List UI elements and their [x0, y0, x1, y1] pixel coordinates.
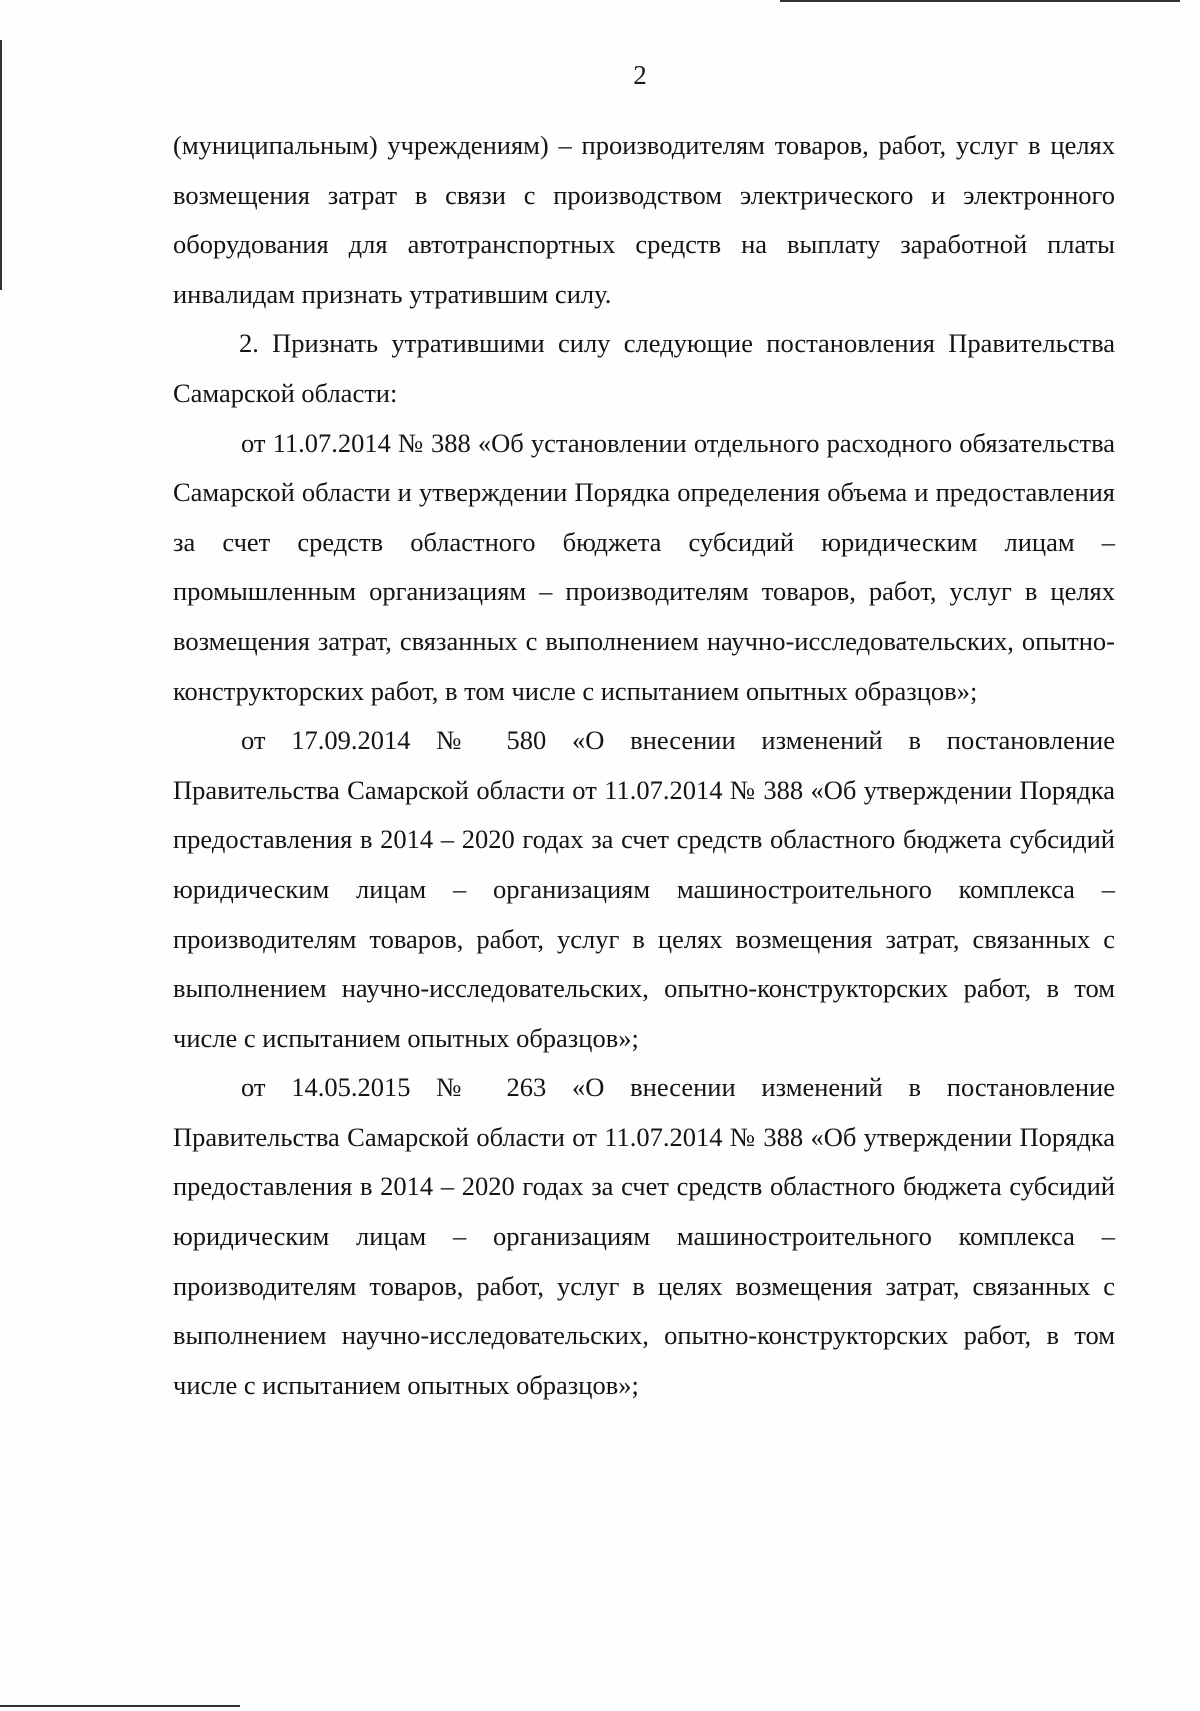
document-body	[173, 121, 1115, 1410]
page-number: 2	[633, 60, 647, 90]
scan-edge-top	[780, 0, 1180, 2]
paragraph-resolution-388: от 11.07.2014 № 388 «Об установлении отдельного расходного обязательства Самарской области и утверждении Порядка определения объема и предоставления за счет средств областного бюджета субсидий юридическим лицам – промышленным организациям – производителям товаров, работ, услуг в целях возмещения затрат, связанных с выполнением научно-исследовательских, опытно-конструкторских работ, в том числе с испытанием опытных образцов»;	[173, 427, 1115, 706]
paragraph-continuation: (муниципальным) учреждениям) – производителям товаров, работ, услуг в целях возмещения затрат в связи с производством электрического и электронного оборудования для автотранспортных средств на выплату заработной платы инвалидам признать утратившим силу.	[173, 130, 1115, 309]
scan-edge-bottom	[0, 1705, 240, 1707]
paragraph-resolution-580: от 17.09.2014 № 580 «О внесении изменений в постановление Правительства Самарской области от 11.07.2014 № 388 «Об утверждении Порядка предоставления в 2014 – 2020 годах за счет средств областного бюджета субсидий юридическим лицам – организациям машиностроительного комплекса – производителям товаров, работ, услуг в целях возмещения затрат, связанных с выполнением научно-исследовательских, опытно-конструкторских работ, в том числе с испытанием опытных образцов»;	[173, 725, 1115, 1053]
paragraph-resolution-263: от 14.05.2015 № 263 «О внесении изменений в постановление Правительства Самарской области от 11.07.2014 № 388 «Об утверждении Порядка предоставления в 2014 – 2020 годах за счет средств областного бюджета субсидий юридическим лицам – организациям машиностроительного комплекса – производителям товаров, работ, услуг в целях возмещения затрат, связанных с выполнением научно-исследовательских, опытно-конструкторских работ, в том числе с испытанием опытных образцов»;	[173, 1072, 1115, 1400]
paragraph-item-2: 2. Признать утратившими силу следующие постановления Правительства Самарской области:	[173, 328, 1115, 408]
